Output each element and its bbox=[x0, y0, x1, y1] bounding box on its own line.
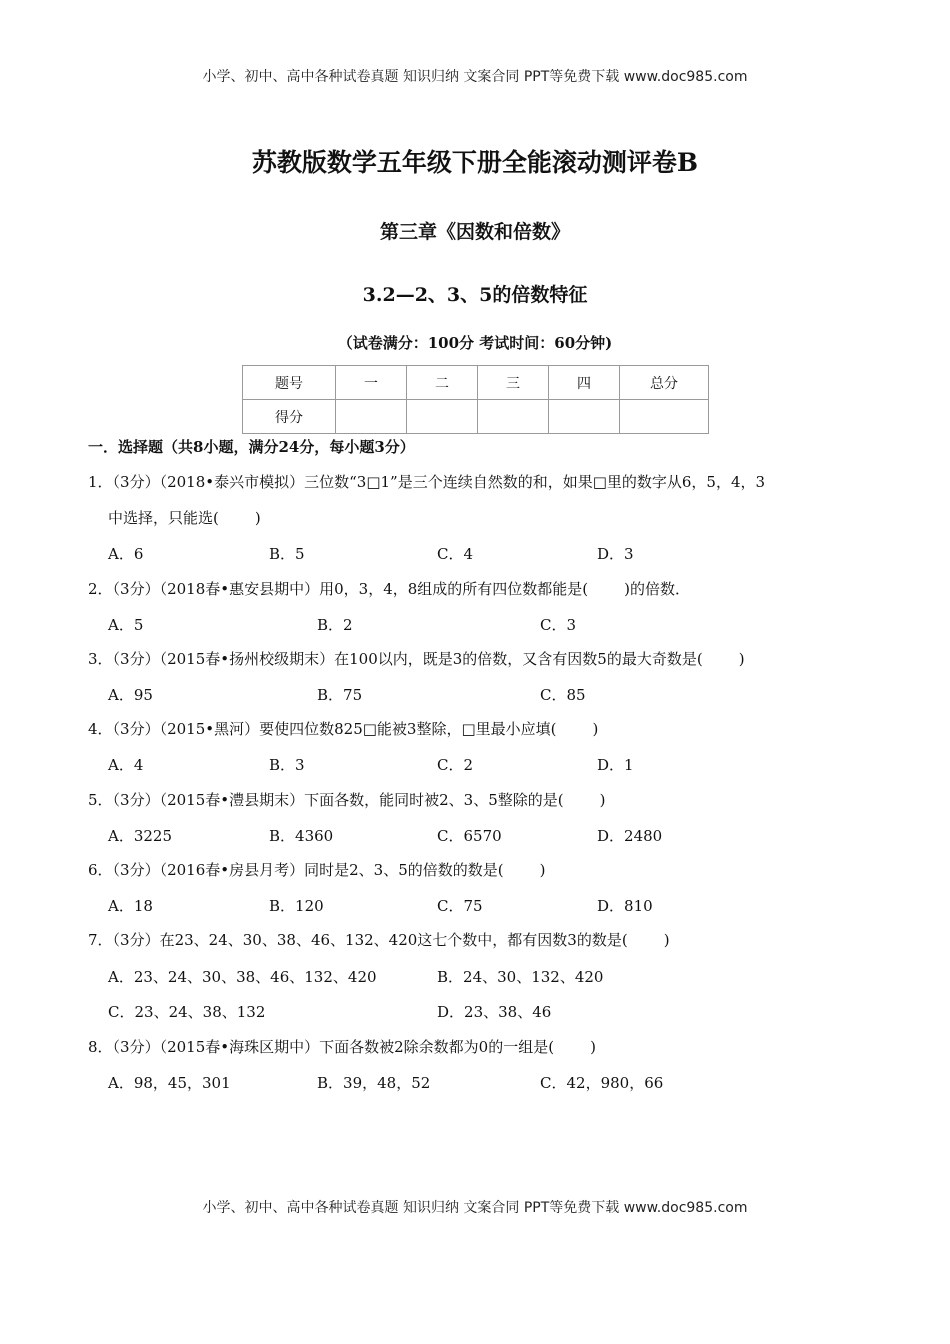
option-b[interactable]: B．5 bbox=[269, 545, 305, 563]
option-b[interactable]: B．120 bbox=[269, 897, 324, 915]
option-a[interactable]: A．3225 bbox=[108, 827, 173, 845]
question-4 bbox=[88, 719, 598, 739]
question-number: 8． bbox=[88, 1038, 113, 1056]
score-header-cell: 题号 bbox=[243, 366, 336, 400]
option-b[interactable]: B．2 bbox=[317, 616, 353, 634]
question-8 bbox=[88, 1037, 596, 1057]
score-header-cell: 四 bbox=[549, 366, 620, 400]
score-table-header-row bbox=[243, 366, 709, 400]
score-header-cell: 三 bbox=[478, 366, 549, 400]
question-number: 7． bbox=[88, 931, 113, 949]
question-3 bbox=[88, 649, 745, 669]
option-b[interactable]: B．39，48，52 bbox=[317, 1074, 431, 1092]
question-text-end: ) bbox=[539, 861, 546, 879]
option-c[interactable]: C．85 bbox=[540, 686, 586, 704]
score-header-cell: 二 bbox=[407, 366, 478, 400]
score-table bbox=[242, 365, 709, 434]
option-c[interactable]: C．23、24、38、132 bbox=[108, 1003, 266, 1021]
question-number: 4． bbox=[88, 720, 113, 738]
question-text-end: ) bbox=[592, 720, 599, 738]
question-text-end: ) bbox=[663, 931, 670, 949]
score-cell[interactable] bbox=[336, 400, 407, 434]
question-text: （3分）（2016春•房县月考）同时是2、3、5的倍数的数是( bbox=[112, 861, 504, 879]
question-1-continued bbox=[108, 508, 261, 528]
option-d[interactable]: D．2480 bbox=[597, 827, 663, 845]
score-cell[interactable] bbox=[407, 400, 478, 434]
score-cell[interactable] bbox=[549, 400, 620, 434]
option-b[interactable]: B．24、30、132、420 bbox=[437, 968, 604, 986]
question-text: 中选择，只能选( bbox=[108, 509, 219, 527]
question-6 bbox=[88, 860, 545, 880]
option-c[interactable]: C．2 bbox=[437, 756, 474, 774]
option-c[interactable]: C．6570 bbox=[437, 827, 502, 845]
question-text: （3分）（2018春•惠安县期中）用0，3，4，8组成的所有四位数都能是( bbox=[112, 580, 589, 598]
question-text: （3分）在23、24、30、38、46、132、420这七个数中，都有因数3的数是( bbox=[112, 931, 628, 949]
question-text-end: ) bbox=[254, 509, 261, 527]
option-a[interactable]: A．23、24、30、38、46、132、420 bbox=[108, 968, 377, 986]
question-1 bbox=[88, 472, 765, 492]
question-text: （3分）（2018•泰兴市模拟）三位数“3□1”是三个连续自然数的和，如果□里的数字从6，5，4，3 bbox=[112, 473, 766, 491]
score-header-cell: 一 bbox=[336, 366, 407, 400]
score-cell[interactable] bbox=[478, 400, 549, 434]
question-text: （3分）（2015•黑河）要使四位数825□能被3整除，□里最小应填( bbox=[112, 720, 557, 738]
question-number: 3． bbox=[88, 650, 113, 668]
score-header-cell: 总分 bbox=[620, 366, 709, 400]
question-number: 2． bbox=[88, 580, 113, 598]
score-table-score-row bbox=[243, 400, 709, 434]
question-number: 5． bbox=[88, 791, 113, 809]
option-c[interactable]: C．75 bbox=[437, 897, 483, 915]
option-a[interactable]: A．6 bbox=[108, 545, 144, 563]
option-a[interactable]: A．5 bbox=[108, 616, 144, 634]
question-number: 1． bbox=[88, 473, 113, 491]
question-text: （3分）（2015春•扬州校级期末）在100以内，既是3的倍数，又含有因数5的最大奇数是( bbox=[112, 650, 703, 668]
option-d[interactable]: D．1 bbox=[597, 756, 634, 774]
option-d[interactable]: D．3 bbox=[597, 545, 634, 563]
option-c[interactable]: C．3 bbox=[540, 616, 577, 634]
chapter-title: 第三章《因数和倍数》 bbox=[379, 221, 570, 243]
option-d[interactable]: D．23、38、46 bbox=[437, 1003, 552, 1021]
exam-title: 苏教版数学五年级下册全能滚动测评卷B bbox=[251, 148, 699, 177]
question-5 bbox=[88, 790, 605, 810]
question-text-end: ) bbox=[738, 650, 745, 668]
option-b[interactable]: B．75 bbox=[317, 686, 363, 704]
page-header: 小学、初中、高中各种试卷真题 知识归纳 文案合同 PPT等免费下载 www.doc985.com bbox=[202, 69, 748, 85]
question-text-end: ) bbox=[590, 1038, 596, 1056]
score-cell[interactable] bbox=[620, 400, 709, 434]
option-a[interactable]: A．18 bbox=[108, 897, 153, 915]
section-heading: 一．选择题（共8小题，满分24分，每小题3分） bbox=[88, 438, 415, 456]
option-b[interactable]: B．4360 bbox=[269, 827, 334, 845]
option-c[interactable]: C．4 bbox=[437, 545, 474, 563]
question-text-end: ) bbox=[599, 791, 606, 809]
option-a[interactable]: A．98，45，301 bbox=[108, 1074, 231, 1092]
option-d[interactable]: D．810 bbox=[597, 897, 653, 915]
option-c[interactable]: C．42，980，66 bbox=[540, 1074, 664, 1092]
question-7 bbox=[88, 930, 670, 950]
question-2 bbox=[88, 579, 690, 599]
lesson-title: 3.2—2、3、5的倍数特征 bbox=[362, 284, 588, 306]
exam-info: （试卷满分：100分 考试时间：60分钟) bbox=[337, 334, 613, 352]
score-row-label: 得分 bbox=[243, 400, 336, 434]
question-text: （3分）（2015春•海珠区期中）下面各数被2除余数都为0的一组是( bbox=[112, 1038, 555, 1056]
question-text-end: )的倍数． bbox=[624, 580, 690, 598]
question-number: 6． bbox=[88, 861, 113, 879]
question-text: （3分）（2015春•澧县期末）下面各数，能同时被2、3、5整除的是( bbox=[112, 791, 564, 809]
option-b[interactable]: B．3 bbox=[269, 756, 305, 774]
option-a[interactable]: A．95 bbox=[108, 686, 153, 704]
option-a[interactable]: A．4 bbox=[108, 756, 144, 774]
page-footer: 小学、初中、高中各种试卷真题 知识归纳 文案合同 PPT等免费下载 www.doc985.com bbox=[202, 1200, 748, 1216]
